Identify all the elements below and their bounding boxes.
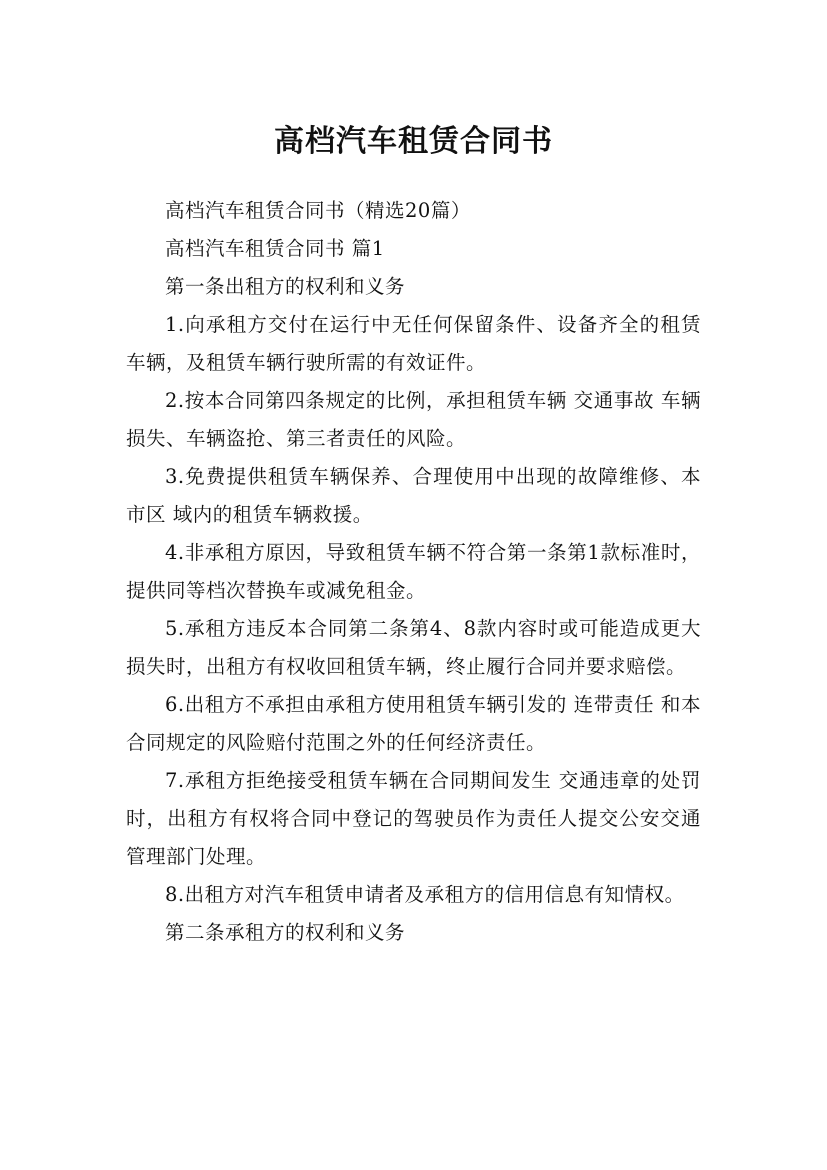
paragraph-article-1-heading: 第一条出租方的权利和义务 xyxy=(165,275,406,298)
paragraph-clause-7: 7.承租方拒绝接受租赁车辆在合同期间发生 交通违章的处罚时，出租方有权将合同中登记的驾驶员作为责任人提交公安交通管理部门处理。 xyxy=(126,769,701,868)
paragraph-clause-3: 3.免费提供租赁车辆保养、合理使用中出现的故障维修、本 市区 域内的租赁车辆救援。 xyxy=(126,465,701,526)
paragraph-section-heading: 高档汽车租赁合同书 篇1 xyxy=(165,237,385,260)
paragraph-clause-4: 4.非承租方原因，导致租赁车辆不符合第一条第1款标准时，提供同等档次替换车或减免租金。 xyxy=(126,541,701,602)
document-title: 高档汽车租赁合同书 xyxy=(274,124,553,160)
paragraph-article-2-heading: 第二条承租方的权利和义务 xyxy=(165,921,406,944)
paragraph-clause-1: 1.向承租方交付在运行中无任何保留条件、设备齐全的租赁车辆，及租赁车辆行驶所需的有效证件。 xyxy=(126,313,701,374)
paragraph-clause-5: 5.承租方违反本合同第二条第4、8款内容时或可能造成更大损失时，出租方有权收回租赁车辆，终止履行合同并要求赔偿。 xyxy=(126,617,701,678)
document-body xyxy=(126,192,701,952)
paragraph-clause-2: 2.按本合同第四条规定的比例，承担租赁车辆 交通事故 车辆损失、车辆盗抢、第三者责任的风险。 xyxy=(126,389,701,450)
paragraph-clause-8: 8.出租方对汽车租赁申请者及承租方的信用信息有知情权。 xyxy=(165,883,685,906)
paragraph-clause-6: 6.出租方不承担由承租方使用租赁车辆引发的 连带责任 和本合同规定的风险赔付范围之外的任何经济责任。 xyxy=(126,693,701,754)
paragraph-subtitle: 高档汽车租赁合同书（精选20篇） xyxy=(165,199,471,222)
